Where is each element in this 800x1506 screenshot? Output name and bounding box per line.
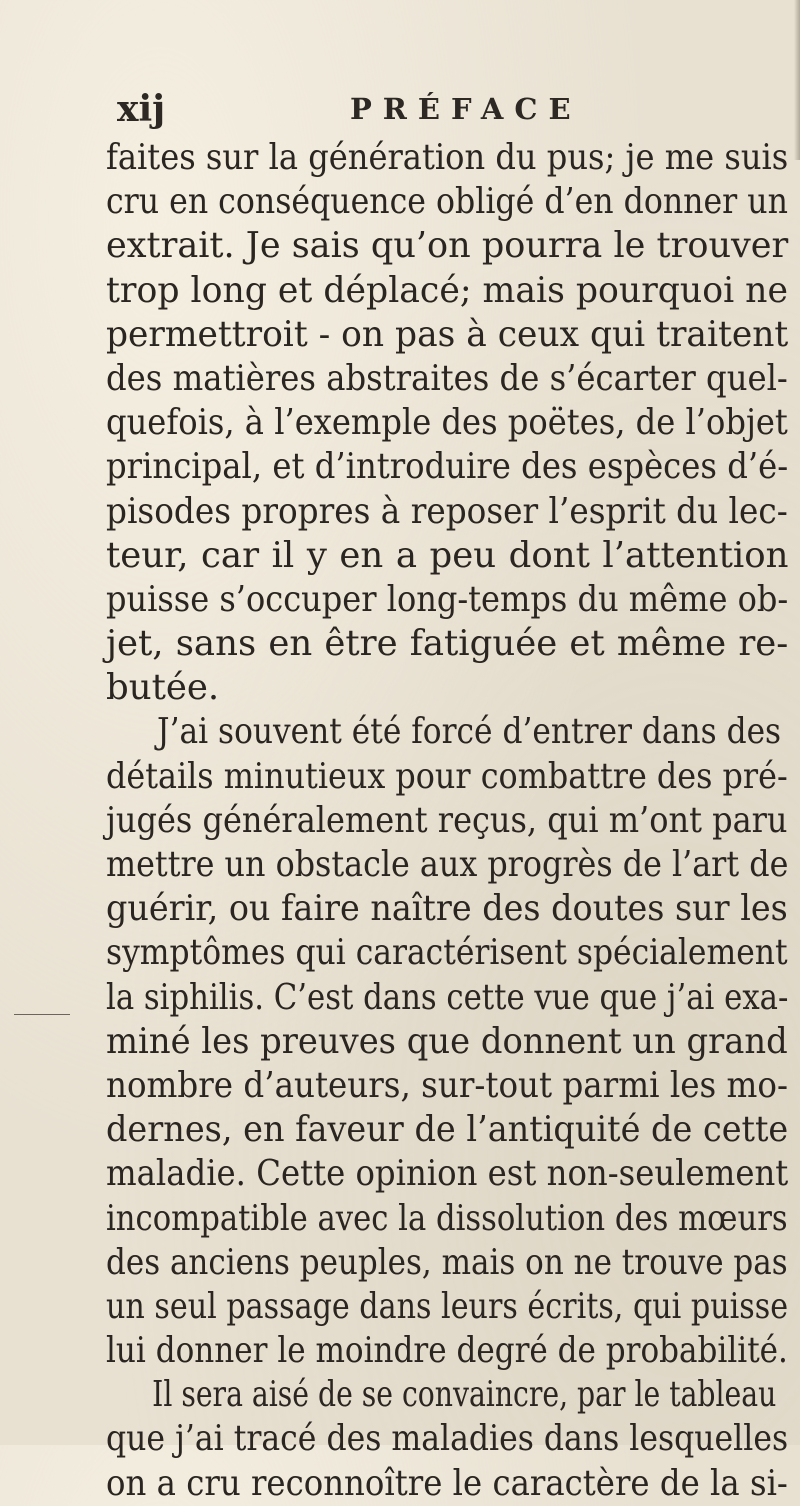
page-number: xij — [117, 88, 166, 130]
text-line: extrait. Je sais qu’on pourra le trouver — [106, 225, 789, 267]
text-line: un seul passage dans leurs écrits, qui puisse — [106, 1285, 789, 1327]
text-line: on a cru reconnoître le caractère de la si- — [106, 1462, 788, 1504]
text-line: des anciens peuples, mais on ne trouve pas — [106, 1241, 788, 1283]
text-line: des matières abstraites de s’écarter quel- — [106, 357, 788, 399]
text-line: pisodes propres à reposer l’esprit du lec- — [106, 490, 788, 532]
text-line: teur, car il y en a peu dont l’attention — [106, 534, 789, 576]
text-line: quefois, à l’exemple des poëtes, de l’objet — [106, 402, 788, 444]
text-line: nombre d’auteurs, sur-tout parmi les mo- — [106, 1064, 789, 1106]
text-line: puisse s’occuper long-temps du même ob- — [106, 578, 789, 620]
page-header — [117, 88, 737, 138]
text-line: principal, et d’introduire des espèces d’é- — [106, 446, 789, 488]
text-line: lui donner le moindre degré de probabilité. — [106, 1330, 788, 1372]
text-line: jet, sans en être fatiguée et même re- — [106, 623, 789, 665]
text-line: que j’ai tracé des maladies dans lesquelles — [106, 1418, 789, 1460]
text-line: miné les preuves que donnent un grand — [106, 1020, 788, 1062]
text-line: la siphilis. C’est dans cette vue que j’ai exa- — [106, 976, 789, 1018]
text-line: trop long et déplacé; mais pourquoi ne — [106, 269, 788, 311]
text-line: symptômes qui caractérisent spécialement — [106, 932, 788, 974]
text-line: incompatible avec la dissolution des mœurs — [106, 1197, 788, 1239]
text-line: J’ai souvent été forcé d’entrer dans des — [157, 711, 782, 753]
text-line: maladie. Cette opinion est non-seulement — [106, 1153, 789, 1195]
text-line: guérir, ou faire naître des doutes sur les — [106, 888, 788, 930]
text-line: dernes, en faveur de l’antiquité de cette — [106, 1109, 789, 1151]
text-line: butée. — [106, 667, 220, 709]
text-line: cru en conséquence obligé d’en donner un — [106, 181, 788, 223]
body-text — [106, 136, 800, 1506]
text-line: mettre un obstacle aux progrès de l’art de — [106, 844, 789, 885]
running-head: PRÉFACE — [350, 92, 582, 126]
text-line: détails minutieux pour combattre des pré- — [106, 755, 788, 797]
text-line: jugés généralement reçus, qui m’ont paru — [106, 799, 788, 841]
text-line: Il sera aisé de se convaincre, par le tableau — [152, 1374, 777, 1416]
text-line: permettroit - on pas à ceux qui traitent — [106, 313, 789, 355]
text-line: faites sur la génération du pus; je me suis — [106, 137, 789, 178]
margin-pencil-mark — [14, 1010, 84, 1018]
